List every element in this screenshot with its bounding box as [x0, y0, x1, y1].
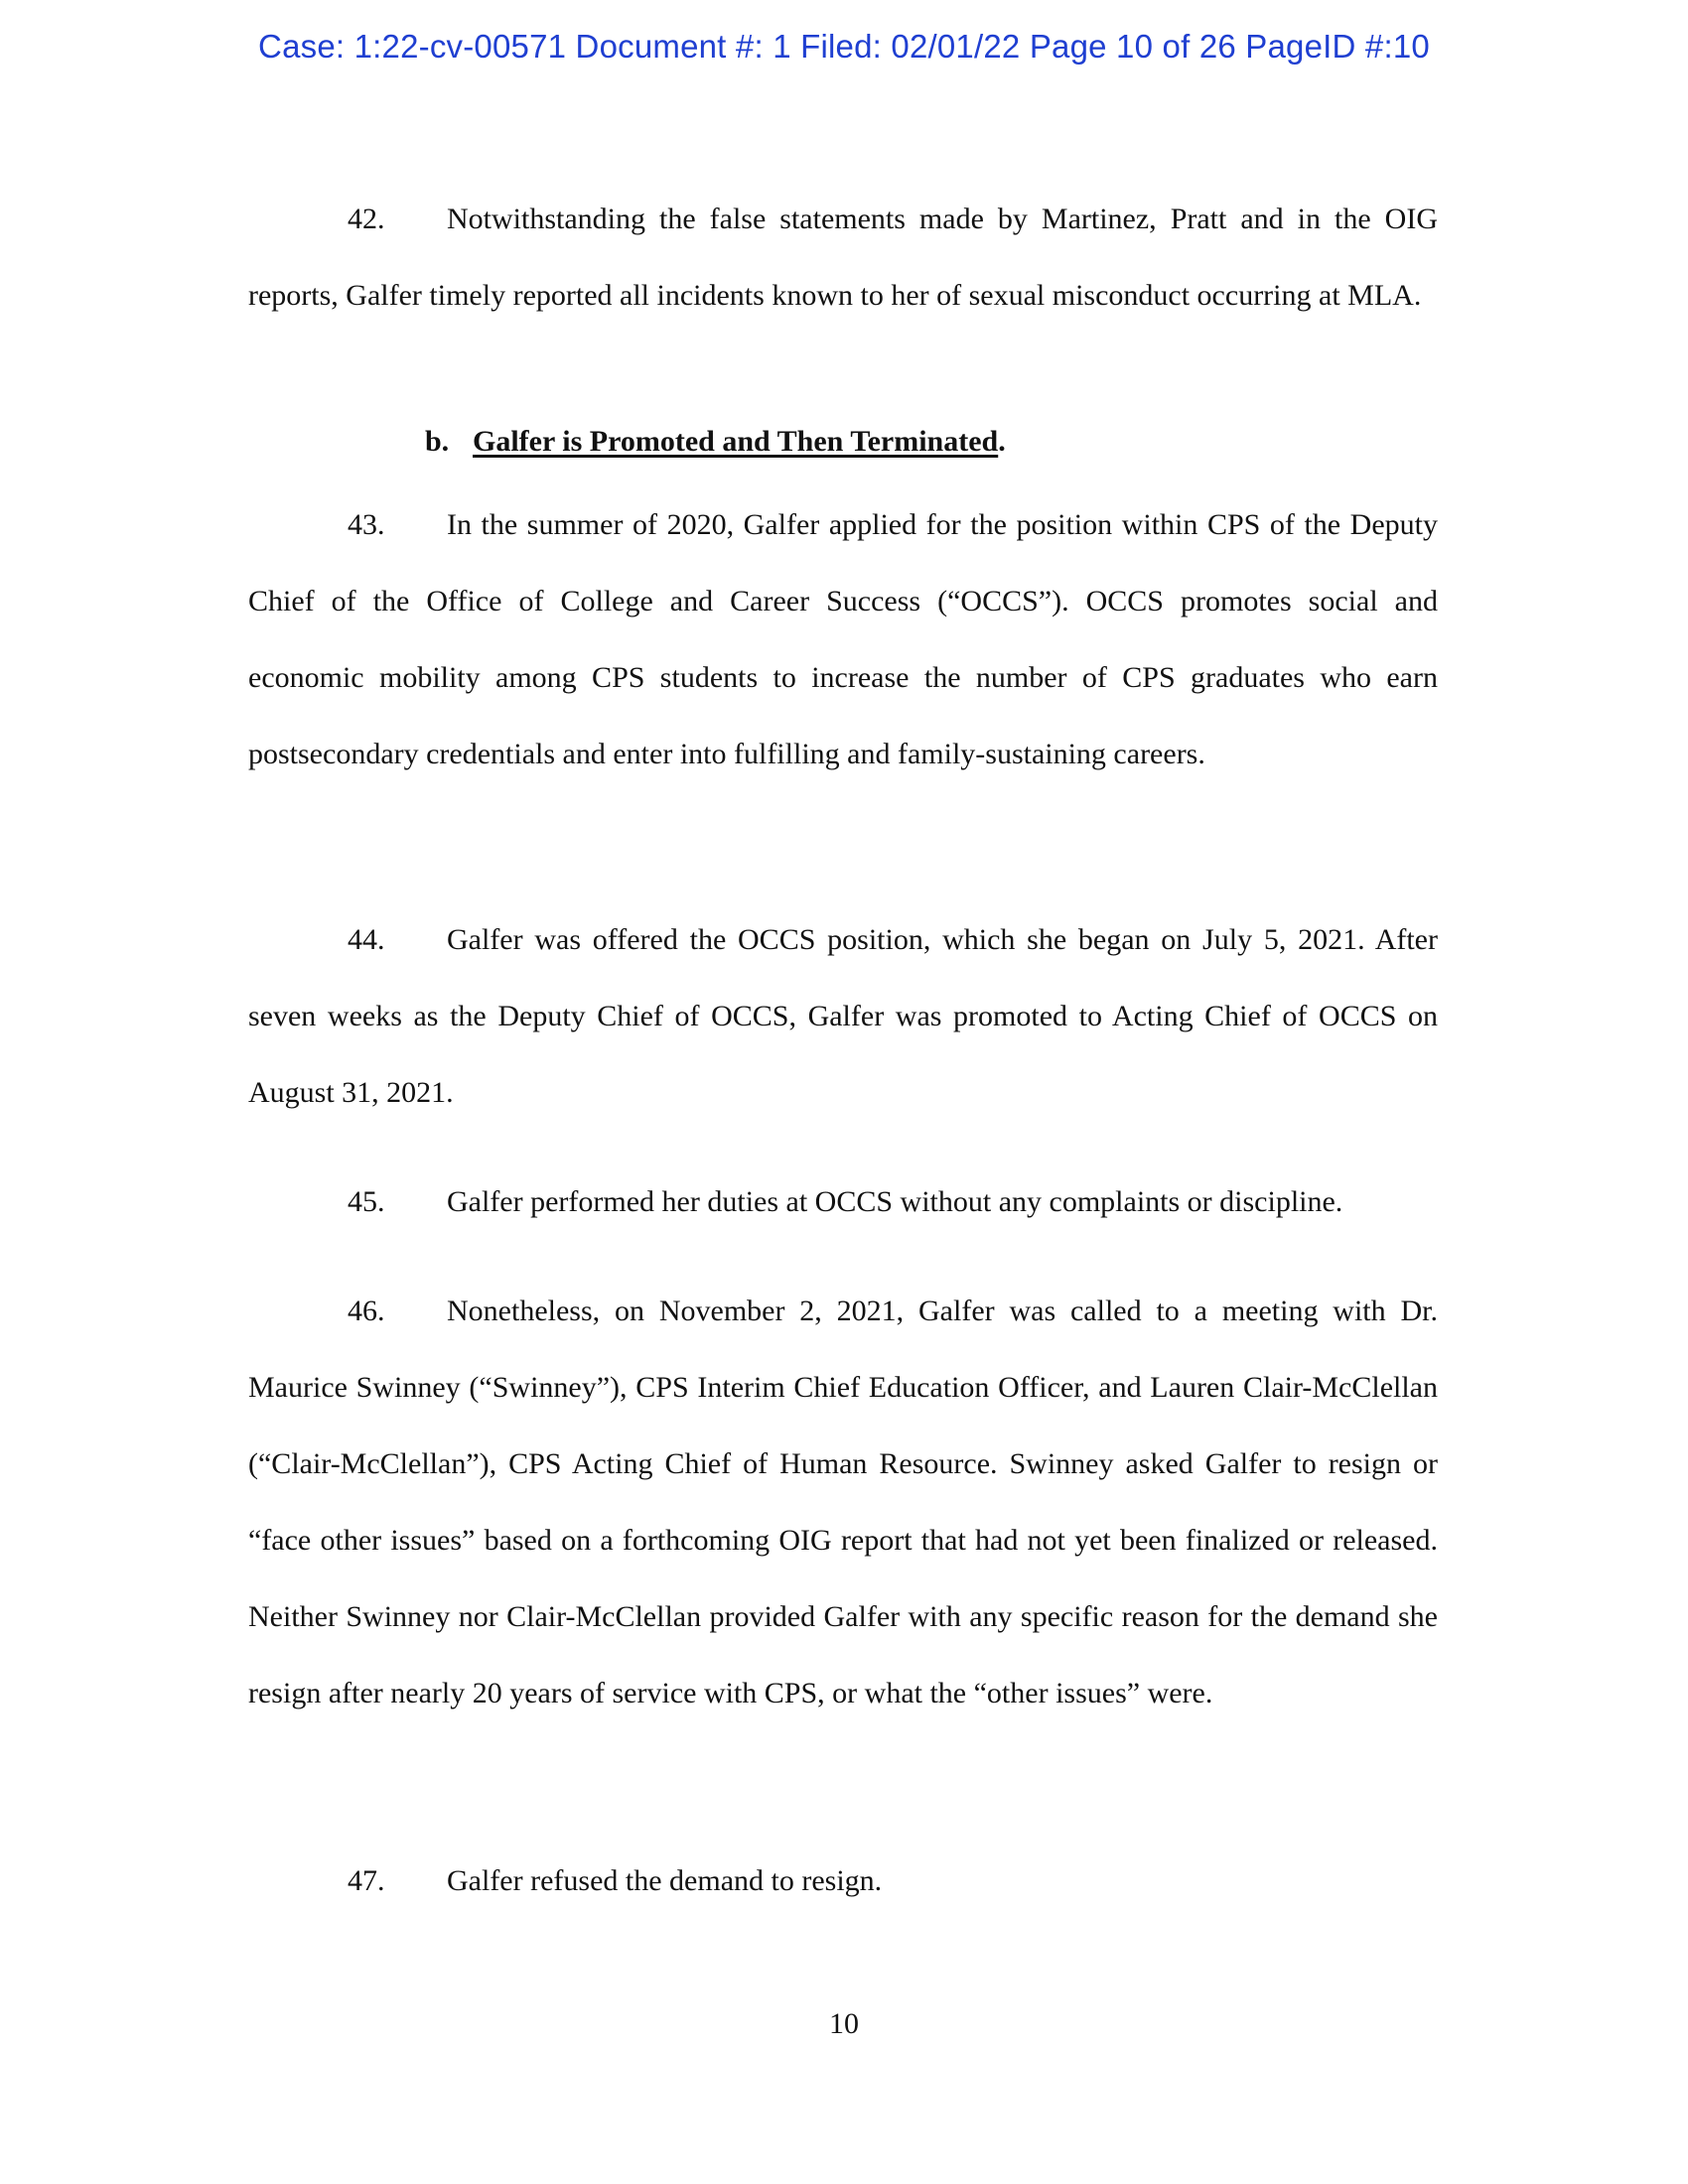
paragraph-text: Galfer refused the demand to resign.: [447, 1864, 883, 1897]
section-heading-period: .: [998, 425, 1006, 458]
paragraph-number: 42.: [348, 203, 385, 235]
paragraph-number: 45.: [348, 1185, 385, 1218]
paragraph-text: Nonetheless, on November 2, 2021, Galfer was called to a meeting with Dr. Maurice Swinney (“Swinney”), CPS Interim Chief Education Officer, and Lauren Clair-McClellan (“Clair-McClellan”), CPS Acting Chief of Human Resource. Swinney asked Galfer to resign or “face other issues” based on a forthcoming OIG report that had not yet been finalized or released. Neither Swinney nor Clair-McClellan provided Galfer with any specific reason for the demand she resign after nearly 20 years of service with CPS, or what the “other issues” were.: [248, 1295, 1438, 1709]
paragraph-number: 46.: [348, 1295, 385, 1327]
paragraph-text: Galfer was offered the OCCS position, which she began on July 5, 2021. After seven weeks as the Deputy Chief of OCCS, Galfer was promoted to Acting Chief of OCCS on August 31, 2021.: [248, 923, 1438, 1109]
paragraph-text: Notwithstanding the false statements made by Martinez, Pratt and in the OIG reports, Galfer timely reported all incidents known to her of sexual misconduct occurring at MLA.: [248, 203, 1438, 312]
paragraph-number: 44.: [348, 923, 385, 956]
paragraph-43: [248, 486, 1438, 792]
case-header-stamp: Case: 1:22-cv-00571 Document #: 1 Filed: 02/01/22 Page 10 of 26 PageID #:10: [258, 28, 1430, 65]
paragraph-text: Galfer performed her duties at OCCS without any complaints or discipline.: [447, 1185, 1343, 1218]
paragraph-46: [248, 1273, 1438, 1731]
paragraph-text: In the summer of 2020, Galfer applied for the position within CPS of the Deputy Chief of the Office of College and Career Success (“OCCS”). OCCS promotes social and economic mobility among CPS students to increase the number of CPS graduates who earn postsecondary credentials and enter into fulfilling and family-sustaining careers.: [248, 508, 1438, 770]
section-heading-title: Galfer is Promoted and Then Terminated: [473, 425, 999, 458]
paragraph-47: [248, 1843, 1438, 1919]
paragraph-42: [248, 181, 1438, 334]
paragraph-45: [248, 1163, 1438, 1240]
section-heading: [425, 425, 1006, 459]
page-number: 10: [829, 2007, 859, 2040]
section-heading-label: b.: [425, 425, 450, 458]
paragraph-number: 43.: [348, 508, 385, 541]
paragraph-number: 47.: [348, 1864, 385, 1897]
paragraph-44: [248, 901, 1438, 1131]
